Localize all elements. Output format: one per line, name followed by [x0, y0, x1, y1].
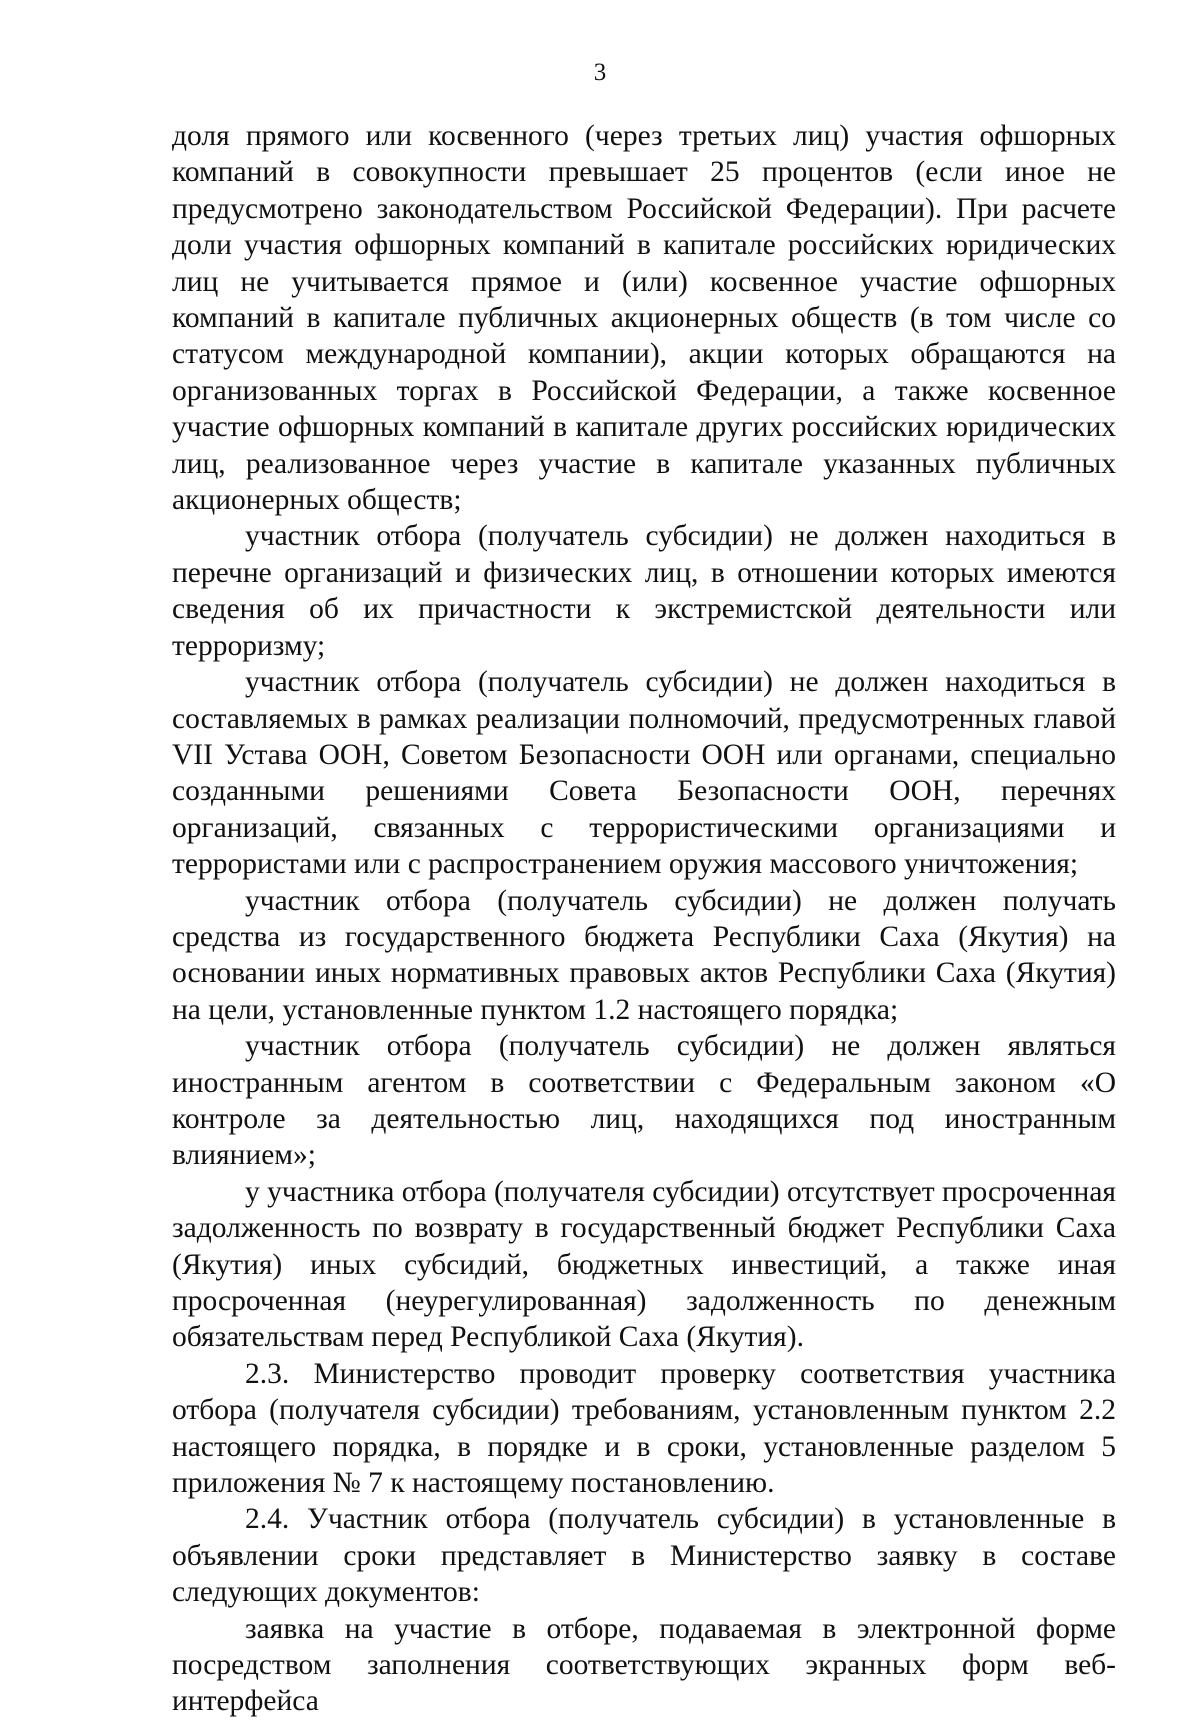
paragraph-other-budget-funds: участник отбора (получатель субсидии) не должен получать средства из государственного бюджета Республики Саха (Якутия) на основании иных нормативных правовых актов Республики Саха (Якутия) на цели, установленные пунктом 1.2 настоящего порядка; [172, 884, 1116, 1026]
paragraph-section-2-3: 2.3. Министерство проводит проверку соответствия участника отбора (получателя субсидии) требованиям, установленным пунктом 2.2 настоящего порядка, в порядке и в сроки, установленные разделом 5 приложения № 7 к настоящему постановлению. [172, 1357, 1116, 1500]
document-body [172, 118, 1116, 1720]
paragraph-foreign-agent: участник отбора (получатель субсидии) не должен являться иностранным агентом в соответствии с Федеральным законом «О контроле за деятельностью лиц, находящихся под иностранным влиянием»; [172, 1030, 1116, 1172]
paragraph-application-form: заявка на участие в отборе, подаваемая в электронной форме посредством заполнения соответствующих экранных форм веб-интерфейса [172, 1612, 1116, 1718]
paragraph-un-sanctions-list: участник отбора (получатель субсидии) не должен находиться в составляемых в рамках реализации полномочий, предусмотренных главой VII Устава ООН, Советом Безопасности ООН или органами, специально созданными решениями Совета Безопасности ООН, перечнях организаций, связанных с террористическими организациями и террористами или с распространением оружия массового уничтожения; [172, 666, 1116, 881]
paragraph-extremism-list: участник отбора (получатель субсидии) не должен находиться в перечне организаций и физических лиц, в отношении которых имеются сведения об их причастности к экстремистской деятельности или терроризму; [172, 520, 1116, 662]
paragraph-offshore-share: доля прямого или косвенного (через третьих лиц) участия офшорных компаний в совокупности превышает 25 процентов (если иное не предусмотрено законодательством Российской Федерации). При расчете доли участия офшорных компаний в капитале российских юридических лиц не учитывается прямое и (или) косвенное участие офшорных компаний в капитале публичных акционерных обществ (в том числе со статусом международной компании), акции которых обращаются на организованных торгах в Российской Федерации, а также косвенное участие офшорных компаний в капитале других российских юридических лиц, реализованное через участие в капитале указанных публичных акционерных обществ; [172, 120, 1116, 517]
page-number: 3 [593, 59, 607, 86]
paragraph-overdue-debt: у участника отбора (получателя субсидии) отсутствует просроченная задолженность по возврату в государственный бюджет Республики Саха (Якутия) иных субсидий, бюджетных инвестиций, а также иная просроченная (неурегулированная) задолженность по денежным обязательствам перед Республикой Саха (Якутия). [172, 1175, 1116, 1354]
paragraph-section-2-4: 2.4. Участник отбора (получатель субсидии) в установленные в объявлении сроки представляет в Министерство заявку в составе следующих документов: [172, 1503, 1116, 1609]
